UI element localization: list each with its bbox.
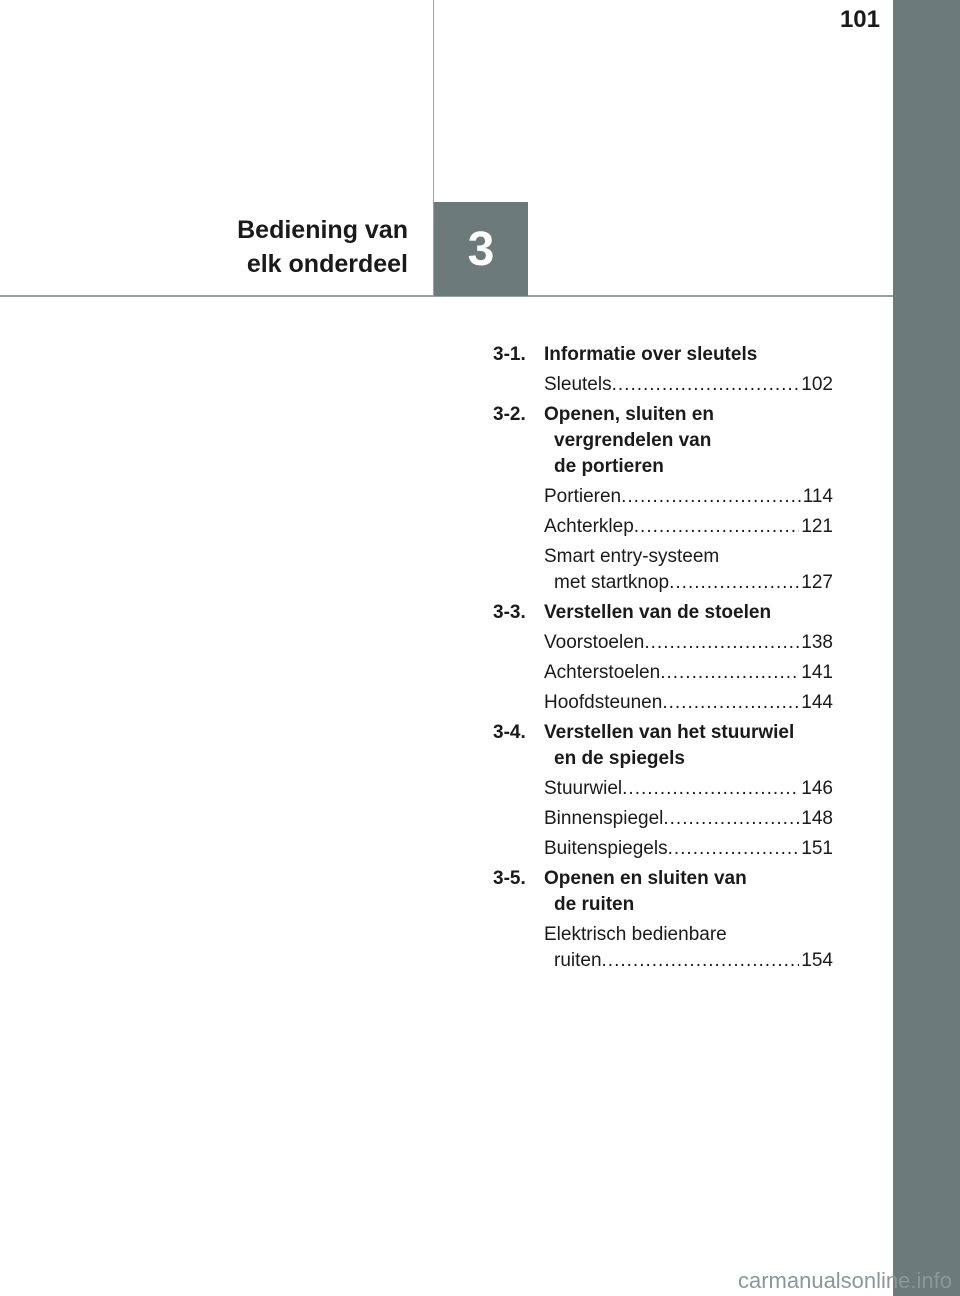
toc-page-number: 102 <box>801 374 833 395</box>
toc-dot-leader <box>669 570 799 596</box>
toc-section-number: 3-5. <box>493 868 526 889</box>
toc-entry-line <box>544 806 833 832</box>
toc-entry-line <box>544 836 833 862</box>
toc-entry-line <box>544 776 833 802</box>
toc-entry-label: Hoofdsteunen <box>544 692 663 713</box>
toc-section-heading <box>493 600 833 626</box>
toc-dot-leader <box>644 630 799 656</box>
toc-entry[interactable] <box>544 836 833 862</box>
toc-section-title-line: Openen en sluiten van <box>544 868 747 889</box>
toc-entry-label: Elektrisch bedienbare <box>544 924 727 945</box>
toc-entry-label: ruiten <box>554 950 602 971</box>
toc-dot-leader <box>621 484 801 510</box>
toc-entry-label: Voorstoelen <box>544 632 645 653</box>
toc-page-number: 148 <box>801 808 833 829</box>
toc-entry-label: Binnenspiegel <box>544 808 664 829</box>
toc-entry-line <box>544 690 833 716</box>
toc-section-title-line: de portieren <box>554 456 664 477</box>
toc-entry[interactable] <box>544 776 833 802</box>
toc-section-heading <box>493 866 833 918</box>
toc-entry[interactable] <box>544 660 833 686</box>
toc-dot-leader <box>662 690 799 716</box>
toc-entry-label: Achterklep <box>544 516 634 537</box>
toc-entry[interactable] <box>544 630 833 656</box>
toc-entry-line <box>544 372 833 398</box>
toc-entry[interactable] <box>544 514 833 540</box>
toc-entry[interactable] <box>544 922 833 974</box>
toc-page-number: 141 <box>801 662 833 683</box>
toc-entry-line <box>544 514 833 540</box>
toc-page-number: 144 <box>801 692 833 713</box>
toc-section-title <box>544 402 714 480</box>
watermark: carmanualsonline.info <box>737 1268 952 1293</box>
chapter-side-tab <box>893 0 960 1296</box>
toc-entry-line <box>544 922 833 948</box>
toc-entry[interactable] <box>544 544 833 596</box>
chapter-title <box>237 213 408 281</box>
toc-section-number: 3-1. <box>493 344 526 365</box>
page-number: 101 <box>839 6 880 33</box>
toc-entry[interactable] <box>544 372 833 398</box>
toc-entry-label: Buitenspiegels <box>544 838 668 859</box>
toc-section-title-line: Verstellen van de stoelen <box>544 602 772 623</box>
toc-section-title <box>544 342 757 368</box>
toc-section-number: 3-4. <box>493 722 526 743</box>
toc-section-title-line: vergrendelen van <box>554 430 712 451</box>
toc-entry-label: Achterstoelen <box>544 662 661 683</box>
toc-entry-line <box>544 660 833 686</box>
toc-dot-leader <box>602 948 800 974</box>
toc-section-heading <box>493 402 833 480</box>
toc-entry[interactable] <box>544 484 833 510</box>
toc-section-title <box>544 600 771 626</box>
toc-section-title-line: en de spiegels <box>554 748 685 769</box>
toc-entry[interactable] <box>544 690 833 716</box>
chapter-title-line: Bediening van <box>237 216 408 244</box>
toc-entry-label: Portieren <box>544 486 622 507</box>
toc-page-number: 138 <box>801 632 833 653</box>
toc-page-number: 151 <box>801 838 833 859</box>
toc-entry-label: met startknop <box>554 572 670 593</box>
toc-entry-label: Sleutels <box>544 374 612 395</box>
toc-entry-line <box>544 948 833 974</box>
toc-page-number: 114 <box>802 486 833 507</box>
toc-entry-line <box>544 544 833 570</box>
chapter-title-line: elk onderdeel <box>246 250 408 278</box>
toc-entry-label: Smart entry-systeem <box>544 546 720 567</box>
toc-entry-line <box>544 484 833 510</box>
toc-dot-leader <box>634 514 800 540</box>
toc-dot-leader <box>612 372 800 398</box>
toc-dot-leader <box>663 806 799 832</box>
toc-section-title-line: de ruiten <box>554 894 635 915</box>
toc-entry-label: Stuurwiel <box>544 778 623 799</box>
toc-section-title-line: Openen, sluiten en <box>544 404 714 425</box>
toc-section-title-line: Verstellen van het stuurwiel <box>544 722 795 743</box>
toc-section-number: 3-3. <box>493 602 526 623</box>
toc-dot-leader <box>622 776 799 802</box>
toc-entry[interactable] <box>544 806 833 832</box>
toc-dot-leader <box>660 660 799 686</box>
toc-page-number: 121 <box>801 516 833 537</box>
toc-page-number: 127 <box>801 572 833 593</box>
chapter-number-box: 3 <box>434 202 528 296</box>
toc-page-number: 154 <box>801 950 833 971</box>
toc-section-title-line: Informatie over sleutels <box>544 344 758 365</box>
table-of-contents <box>493 342 833 978</box>
toc-section-heading <box>493 342 833 368</box>
toc-section-title <box>544 720 794 772</box>
toc-section-heading <box>493 720 833 772</box>
toc-entry-line <box>544 630 833 656</box>
toc-entry-line <box>544 570 833 596</box>
toc-page-number: 146 <box>801 778 833 799</box>
toc-dot-leader <box>668 836 800 862</box>
toc-section-number: 3-2. <box>493 404 526 425</box>
toc-section-title <box>544 866 747 918</box>
